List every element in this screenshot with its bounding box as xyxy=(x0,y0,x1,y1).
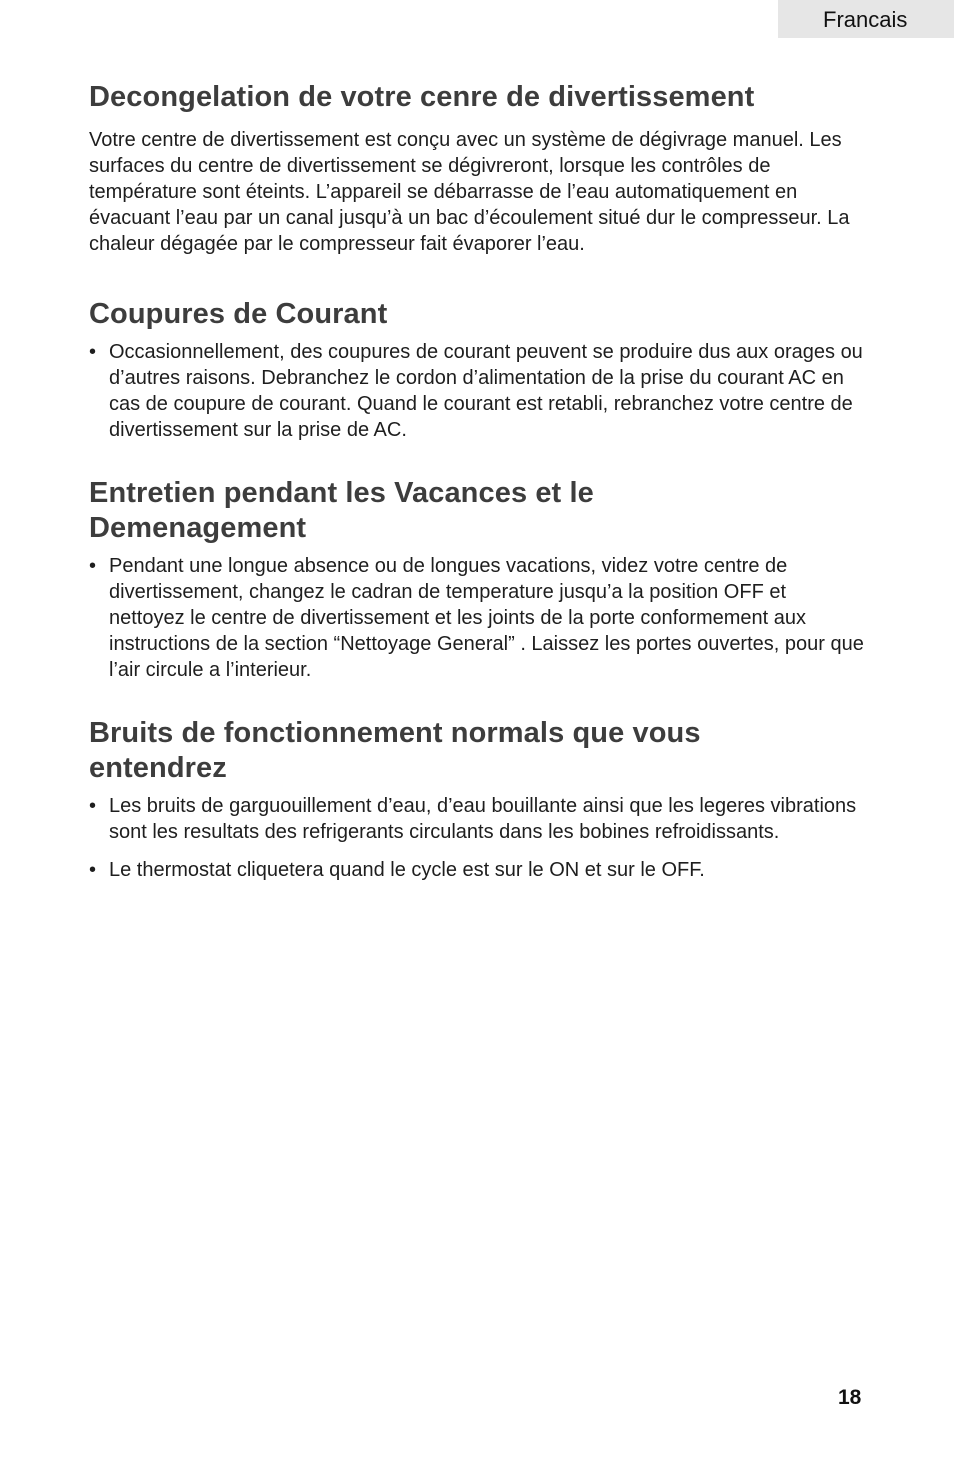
section-paragraph: Votre centre de divertissement est conçu avec un système de dégivrage manuel. Les surfaces du centre de divertissement se dégivreront, lorsque les contrôles de température sont éteints. L’appareil se débarrasse de l’eau automatiquement en évacuant l’eau par un canal jusqu’à un bac d’écoulement situé dur le compresseur. La chaleur dégagée par le compresseur fait évaporer l’eau. xyxy=(89,129,850,255)
section-title: Entretien pendant les Vacances et le Demenagement xyxy=(89,477,594,544)
section-title: Bruits de fonctionnement normals que vous entendrez xyxy=(89,717,701,784)
list-item xyxy=(89,857,864,883)
section-power-outage xyxy=(89,297,864,443)
list-item xyxy=(89,339,864,443)
section-title: Coupures de Courant xyxy=(89,298,388,330)
bullet-icon: • xyxy=(89,859,97,881)
language-tab: Francais xyxy=(778,0,954,38)
list-item xyxy=(89,553,864,683)
list-item-text: Le thermostat cliquetera quand le cycle est sur le ON et sur le OFF. xyxy=(109,859,705,881)
list-item-text: Les bruits de garguouillement d’eau, d’eau bouillante ainsi que les legeres vibrations sont les resultats des refrigerants circulants dans les bobines refroidissants. xyxy=(109,795,857,843)
list-item-text: Pendant une longue absence ou de longues vacations, videz votre centre de divertissement, changez le cadran de temperature jusqu’a la position OFF et nettoyez le centre de divertissement et les joints de la porte conformement aux instructions de la section “Nettoyage General” . Laissez les portes ouvertes, pour que l’air circule a l’interieur. xyxy=(109,555,864,681)
list-item-text: Occasionnellement, des coupures de courant peuvent se produire dus aux orages ou d’autres raisons. Debranchez le cordon d’alimentation de la prise du courant AC en cas de coupure de courant. Quand le courant est retabli, rebranchez votre centre de divertissement sur la prise de AC. xyxy=(109,341,863,441)
bullet-icon: • xyxy=(89,341,97,363)
bullet-icon: • xyxy=(89,795,97,817)
page-number: 18 xyxy=(838,1386,862,1409)
bullet-icon: • xyxy=(89,555,97,577)
section-normal-sounds xyxy=(89,716,864,883)
page-content xyxy=(89,80,864,883)
section-vacation-moving xyxy=(89,476,864,683)
section-title: Decongelation de votre cenre de divertissement xyxy=(89,81,755,113)
list-item xyxy=(89,793,864,845)
section-defrost xyxy=(89,80,864,257)
